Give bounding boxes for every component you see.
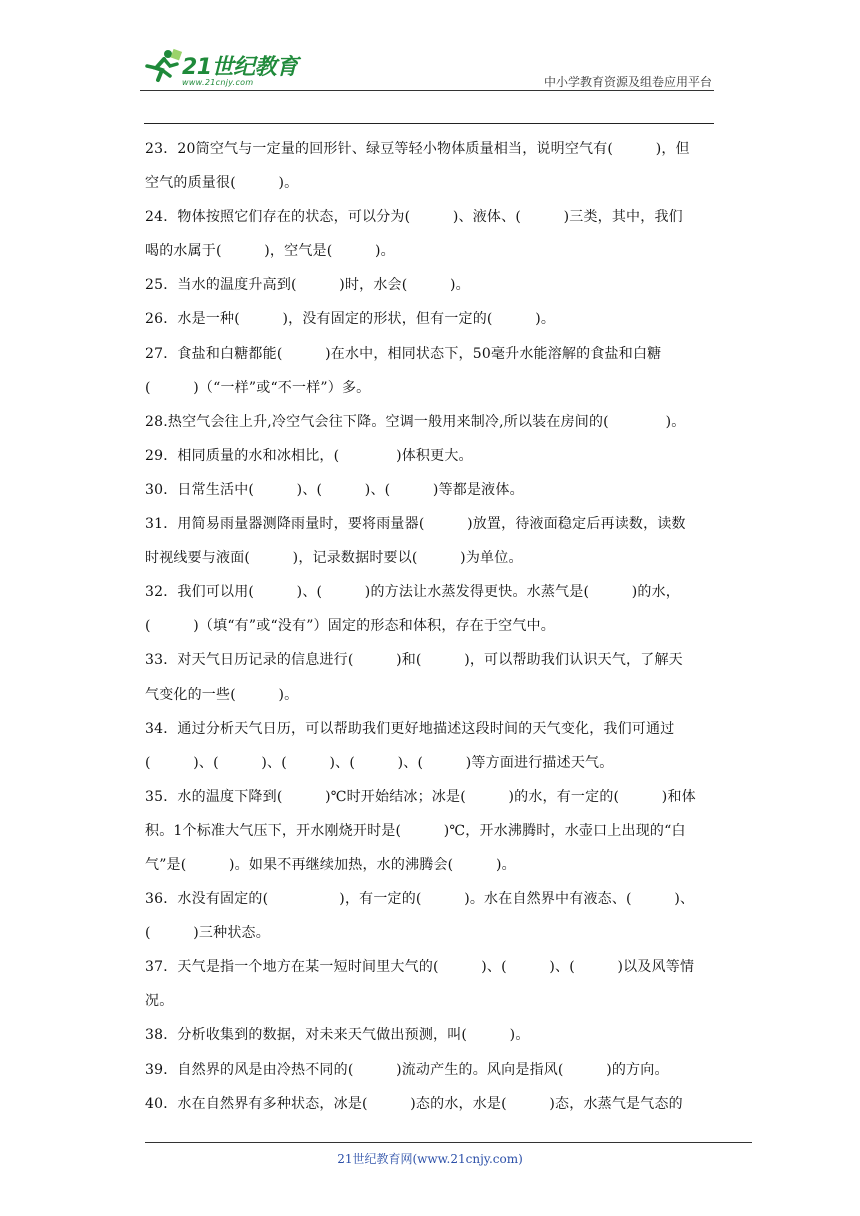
question-line: 时视线要与液面( )，记录数据时要以( )为单位。 xyxy=(145,550,523,567)
question-line: 36．水没有固定的( )，有一定的( )。水在自然界中有液态、( )、 xyxy=(145,891,695,908)
question-line: ( )（填“有”或“没有”）固定的形态和体积，存在于空气中。 xyxy=(145,618,555,635)
footer-divider xyxy=(145,1142,752,1143)
question-line: 28.热空气会往上升,冷空气会往下降。空调一般用来制冷,所以装在房间的( )。 xyxy=(145,413,686,430)
question-line: 31．用简易雨量器测降雨量时，要将雨量器( )放置，待液面稳定后再读数，读数 xyxy=(145,516,686,533)
logo xyxy=(142,46,312,90)
question-line: 27．食盐和白糖都能( )在水中，相同状态下，50毫升水能溶解的食盐和白糖 xyxy=(145,345,662,362)
question-line: 33．对天气日历记录的信息进行( )和( )，可以帮助我们认识天气，了解天 xyxy=(145,652,683,669)
question-line: 气”是( )。如果不再继续加热，水的沸腾会( )。 xyxy=(145,856,516,873)
runner-icon xyxy=(142,46,182,86)
page-header xyxy=(140,40,712,92)
question-line: 32．我们可以用( )、( )的方法让水蒸发得更快。水蒸气是( )的水， xyxy=(145,584,680,601)
question-line: 34．通过分析天气日历，可以帮助我们更好地描述这段时间的天气变化，我们可通过 xyxy=(145,720,675,737)
header-divider xyxy=(140,90,714,91)
question-line: 况。 xyxy=(145,993,174,1010)
question-line: 喝的水属于( )，空气是( )。 xyxy=(145,243,395,260)
logo-text: 21世纪教育 xyxy=(182,55,298,80)
question-line: 23．20筒空气与一定量的回形针、绿豆等轻小物体质量相当，说明空气有( )，但 xyxy=(145,141,690,157)
question-line: 38．分析收集到的数据，对未来天气做出预测，叫( )。 xyxy=(145,1027,530,1044)
question-line: 24．物体按照它们存在的状态，可以分为( )、液体、( )三类，其中，我们 xyxy=(145,209,683,226)
question-list xyxy=(145,132,717,1121)
question-line: 26．水是一种( )，没有固定的形状，但有一定的( )。 xyxy=(145,311,556,328)
question-line: 39．自然界的风是由冷热不同的( )流动产生的。风向是指风( )的方向。 xyxy=(145,1061,669,1078)
question-line: ( )、( )、( )、( )、( )等方面进行描述天气。 xyxy=(145,754,614,771)
footer-text: 21世纪教育网(www.21cnjy.com) xyxy=(337,1152,523,1166)
question-line: 空气的质量很( )。 xyxy=(145,175,299,192)
question-line: 29．相同质量的水和冰相比，( )体积更大。 xyxy=(145,447,473,464)
question-line: 40．水在自然界有多种状态，冰是( )态的水，水是( )态，水蒸气是气态的 xyxy=(145,1095,683,1112)
logo-url: www.21cnjy.com xyxy=(182,78,254,87)
question-line: ( )三种状态。 xyxy=(145,925,270,942)
content-top-divider xyxy=(144,123,714,124)
question-line: 25．当水的温度升高到( )时，水会( )。 xyxy=(145,277,470,294)
question-line: 37．天气是指一个地方在某一短时间里大气的( )、( )、( )以及风等情 xyxy=(145,959,695,976)
question-line: 气变化的一些( )。 xyxy=(145,686,299,703)
question-line: ( )（“一样”或“不一样”）多。 xyxy=(145,379,371,396)
question-line: 积。1个标准大气压下，开水刚烧开时是( )℃，开水沸腾时，水壶口上出现的“白 xyxy=(145,822,686,839)
platform-name: 中小学教育资源及组卷应用平台 xyxy=(543,75,712,89)
question-line: 30．日常生活中( )、( )、( )等都是液体。 xyxy=(145,481,524,498)
question-line: 35．水的温度下降到( )℃时开始结冰；冰是( )的水，有一定的( )和体 xyxy=(145,788,696,805)
